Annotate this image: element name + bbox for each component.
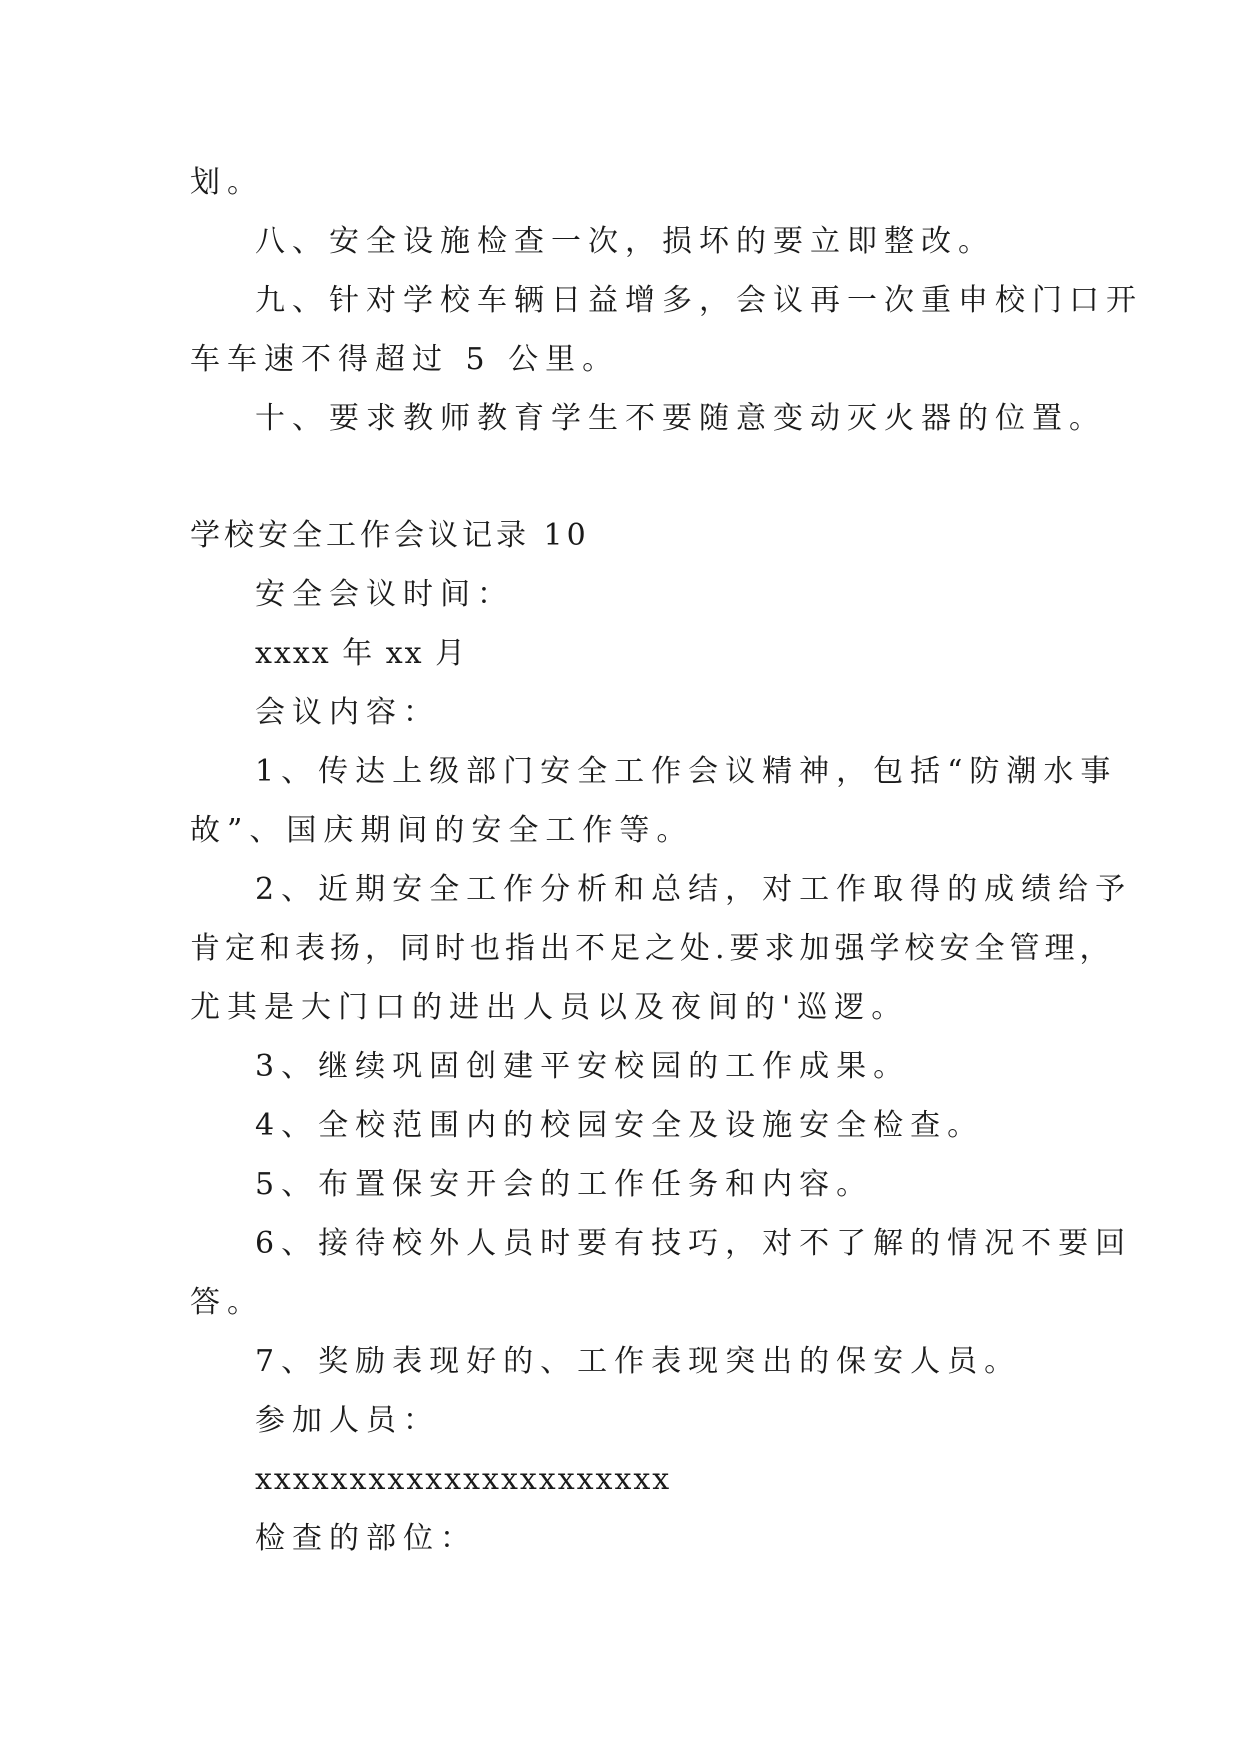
continuation-text: 划。 bbox=[190, 165, 264, 200]
content-line: 7、奖励表现好的、工作表现突出的保安人员。 bbox=[255, 1344, 1022, 1379]
inspection-label: 检查的部位： bbox=[255, 1521, 477, 1556]
item-8: 八、安全设施检查一次，损坏的要立即整改。 bbox=[255, 224, 995, 259]
content-line: 故”、国庆期间的安全工作等。 bbox=[190, 813, 694, 848]
time-value: xxxx 年 xx 月 bbox=[255, 636, 468, 671]
content-line: 4、全校范围内的校园安全及设施安全检查。 bbox=[255, 1108, 985, 1143]
participants-label: 参加人员： bbox=[255, 1403, 440, 1438]
content-line: 尤其是大门口的进出人员以及夜间的'巡逻。 bbox=[190, 990, 909, 1025]
item-10: 十、要求教师教育学生不要随意变动灭火器的位置。 bbox=[255, 401, 1106, 436]
content-line: 5、布置保安开会的工作任务和内容。 bbox=[255, 1167, 874, 1202]
content-line: 答。 bbox=[190, 1285, 264, 1320]
item-9-line-1: 九、针对学校车辆日益增多，会议再一次重申校门口开 bbox=[255, 283, 1143, 318]
participants-value: xxxxxxxxxxxxxxxxxxxxxx bbox=[255, 1462, 672, 1497]
content-line: 肯定和表扬，同时也指出不足之处.要求加强学校安全管理， bbox=[190, 931, 1115, 966]
content-line: 1、传达上级部门安全工作会议精神，包括“防潮水事 bbox=[255, 754, 1118, 789]
record-title: 学校安全工作会议记录 10 bbox=[190, 518, 590, 553]
time-label: 安全会议时间： bbox=[255, 577, 514, 612]
content-line: 3、继续巩固创建平安校园的工作成果。 bbox=[255, 1049, 911, 1084]
content-line: 6、接待校外人员时要有技巧，对不了解的情况不要回 bbox=[255, 1226, 1133, 1261]
content-label: 会议内容： bbox=[255, 695, 440, 730]
content-line: 2、近期安全工作分析和总结，对工作取得的成绩给予 bbox=[255, 872, 1133, 907]
item-9-line-2: 车车速不得超过 5 公里。 bbox=[190, 342, 620, 377]
